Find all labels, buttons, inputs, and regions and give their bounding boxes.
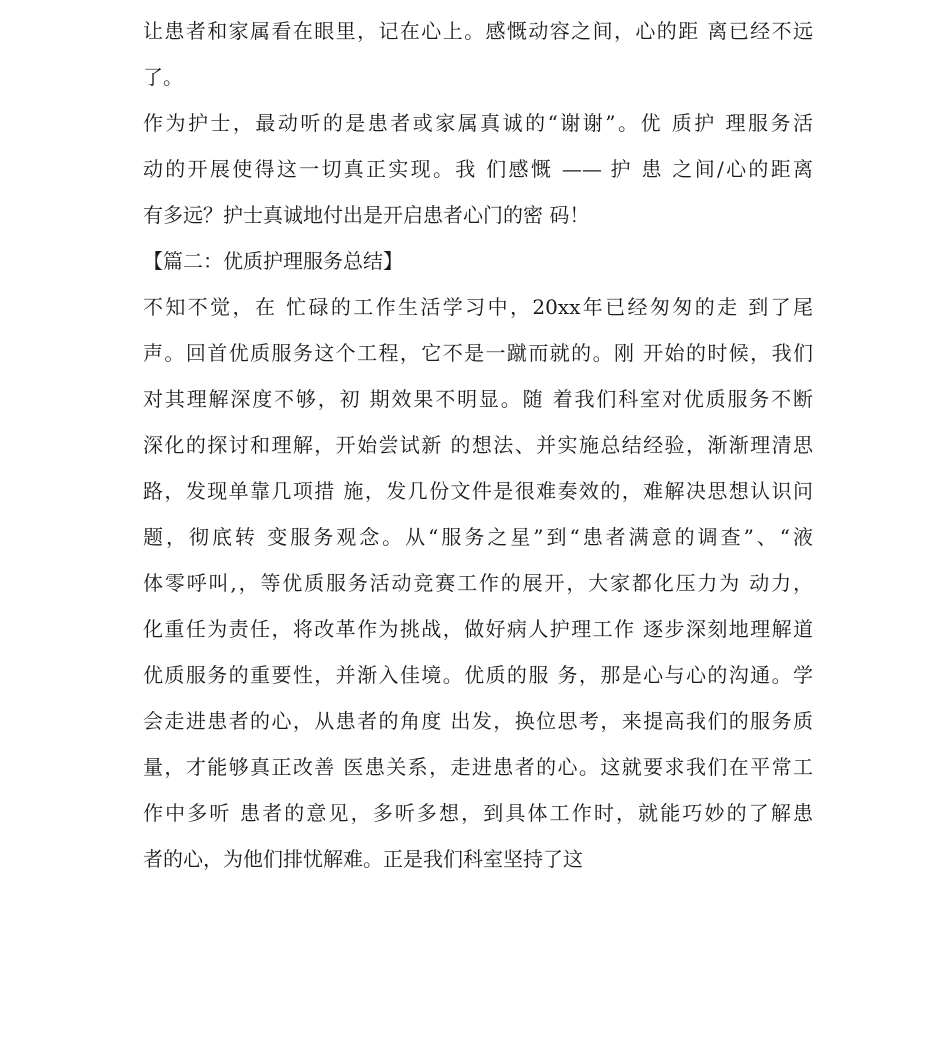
- text-line: 有多远？护士真诚地付出是开启患者心门的密 码！: [143, 203, 590, 227]
- text-line: 声。回首优质服务这个工程，它不是一蹴而就的。刚 开始的时候，我们: [143, 341, 813, 365]
- section-heading: 【篇二：优质护理服务总结】: [143, 249, 403, 273]
- text-line: 动的开展使得这一切真正实现。我 们感慨 —— 护 患 之间/心的距离: [143, 157, 813, 181]
- text-line: 不知不觉，在 忙碌的工作生活学习中，20xx年已经匆匆的走 到了尾: [143, 295, 813, 319]
- document-page: [143, 8, 813, 882]
- text-line: 作中多听 患者的意见，多听多想，到具体工作时，就能巧妙的了解患: [143, 801, 813, 825]
- text-line: 让患者和家属看在眼里，记在心上。感慨动容之间，心的距 离已经不远: [143, 19, 813, 43]
- text-line: 路，发现单靠几项措 施，发几份文件是很难奏效的，难解决思想认识问: [143, 479, 813, 503]
- text-line: 优质服务的重要性，并渐入佳境。优质的服 务，那是心与心的沟通。学: [143, 663, 813, 687]
- text-line: 量，才能够真正改善 医患关系，走进患者的心。这就要求我们在平常工: [143, 755, 813, 779]
- text-line: 化重任为责任，将改革作为挑战，做好病人护理工作 逐步深刻地理解道: [143, 617, 813, 641]
- text-line: 了。: [143, 65, 183, 89]
- text-line: 者的心，为他们排忧解难。正是我们科室坚持了这: [143, 847, 583, 871]
- text-line: 深化的探讨和理解，开始尝试新 的想法、并实施总结经验，渐渐理清思: [143, 433, 813, 457]
- text-line: 体零呼叫,，等优质服务活动竞赛工作的展开，大家都化压力为 动力，: [143, 571, 813, 595]
- text-line: 作为护士，最动听的是患者或家属真诚的“谢谢”。优 质护 理服务活: [143, 111, 813, 135]
- text-line: 会走进患者的心，从患者的角度 出发，换位思考，来提高我们的服务质: [143, 709, 813, 733]
- text-line: 题，彻底转 变服务观念。从“服务之星”到“患者满意的调查”、“液: [143, 525, 813, 549]
- text-line: 对其理解深度不够，初 期效果不明显。随 着我们科室对优质服务不断: [143, 387, 813, 411]
